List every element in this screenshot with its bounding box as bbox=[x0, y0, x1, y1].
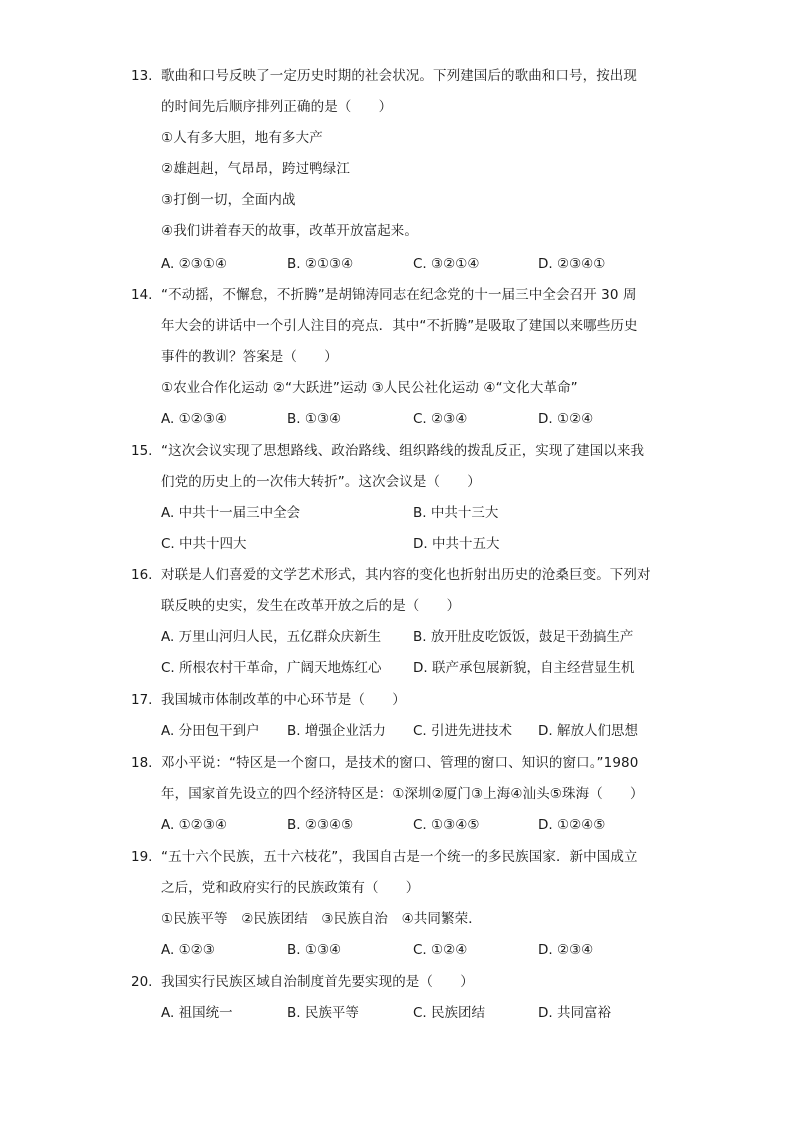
option-b[interactable]: B. 民族平等 bbox=[287, 1005, 359, 1021]
question-number: 20. bbox=[131, 974, 153, 990]
option-d[interactable]: D. ①②④ bbox=[538, 411, 594, 427]
question-number: 19. bbox=[131, 849, 153, 865]
option-d[interactable]: D. 中共十五大 bbox=[413, 536, 500, 552]
question-number: 15. bbox=[131, 443, 153, 459]
option-b[interactable]: B. ②①③④ bbox=[287, 256, 354, 272]
option-a[interactable]: A. ①②③④ bbox=[161, 817, 227, 833]
option-b[interactable]: B. ①③④ bbox=[287, 411, 342, 427]
option-c[interactable]: C. ③②①④ bbox=[413, 256, 480, 272]
option-c[interactable]: C. 民族团结 bbox=[413, 1005, 486, 1021]
question-text: 年，国家首先设立的四个经济特区是：①深圳②厦门③上海④汕头⑤珠海（ ） bbox=[161, 786, 644, 802]
question-text: 们党的历史上的一次伟大转折”。这次会议是（ ） bbox=[161, 474, 481, 490]
option-a[interactable]: A. ②③①④ bbox=[161, 256, 227, 272]
question-statement: ①人有多大胆，地有多大产 bbox=[161, 130, 323, 146]
option-c[interactable]: C. ①③④⑤ bbox=[413, 817, 480, 833]
option-d[interactable]: D. ②③④① bbox=[538, 256, 606, 272]
question-statement: ②雄赳赳，气昂昂，跨过鸭绿江 bbox=[161, 161, 351, 177]
question-text: 我国城市体制改革的中心环节是（ ） bbox=[161, 692, 406, 708]
question-statement: ④我们讲着春天的故事，改革开放富起来。 bbox=[161, 223, 419, 239]
question-text: “不动摇，不懈怠，不折腾”是胡锦涛同志在纪念党的十一届三中全会召开 30 周 bbox=[161, 287, 637, 303]
question-number: 14. bbox=[131, 287, 153, 303]
question-text: 邓小平说：“特区是一个窗口，是技术的窗口、管理的窗口、知识的窗口。”1980 bbox=[161, 755, 639, 771]
question-text: 我国实行民族区域自治制度首先要实现的是（ ） bbox=[161, 974, 474, 990]
option-d[interactable]: D. ②③④ bbox=[538, 942, 594, 958]
option-d[interactable]: D. ①②④⑤ bbox=[538, 817, 606, 833]
question-statement: ①民族平等 ②民族团结 ③民族自治 ④共同繁荣． bbox=[161, 911, 482, 927]
question-text: 事件的教训？答案是（ ） bbox=[161, 349, 338, 365]
option-b[interactable]: B. 中共十三大 bbox=[413, 505, 499, 521]
option-a[interactable]: A. 中共十一届三中全会 bbox=[161, 505, 301, 521]
question-text: 歌曲和口号反映了一定历史时期的社会状况。下列建国后的歌曲和口号，按出现 bbox=[161, 68, 637, 84]
option-d[interactable]: D. 解放人们思想 bbox=[538, 723, 638, 739]
option-a[interactable]: A. 祖国统一 bbox=[161, 1005, 233, 1021]
option-d[interactable]: D. 共同富裕 bbox=[538, 1005, 611, 1021]
option-c[interactable]: C. 引进先进技术 bbox=[413, 723, 513, 739]
option-b[interactable]: B. ②③④⑤ bbox=[287, 817, 354, 833]
option-c[interactable]: C. 所根农村干革命，广阔天地炼红心 bbox=[161, 660, 382, 676]
question-statement: ①农业合作化运动 ②“大跃进”运动 ③人民公社化运动 ④“文化大革命” bbox=[161, 380, 578, 396]
question-number: 13. bbox=[131, 68, 153, 84]
option-b[interactable]: B. ①③④ bbox=[287, 942, 342, 958]
question-text: “这次会议实现了思想路线、政治路线、组织路线的拨乱反正，实现了建国以来我 bbox=[161, 443, 645, 459]
question-number: 17. bbox=[131, 692, 153, 708]
question-text: 年大会的讲话中一个引人注目的亮点．其中“不折腾”是吸取了建国以来哪些历史 bbox=[161, 318, 638, 334]
option-c[interactable]: C. ②③④ bbox=[413, 411, 468, 427]
option-c[interactable]: C. 中共十四大 bbox=[161, 536, 247, 552]
question-text: 的时间先后顺序排列正确的是（ ） bbox=[161, 99, 393, 115]
option-a[interactable]: A. ①②③④ bbox=[161, 411, 227, 427]
option-a[interactable]: A. ①②③ bbox=[161, 942, 215, 958]
question-number: 16. bbox=[131, 567, 153, 583]
question-text: 联反映的史实，发生在改革开放之后的是（ ） bbox=[161, 598, 461, 614]
question-text: 对联是人们喜爱的文学艺术形式，其内容的变化也折射出历史的沧桑巨变。下列对 bbox=[161, 567, 651, 583]
option-d[interactable]: D. 联产承包展新貌，自主经营显生机 bbox=[413, 660, 635, 676]
option-a[interactable]: A. 万里山河归人民，五亿群众庆新生 bbox=[161, 629, 382, 645]
question-text: “五十六个民族，五十六枝花”，我国自古是一个统一的多民族国家．新中国成立 bbox=[161, 849, 638, 865]
option-c[interactable]: C. ①②④ bbox=[413, 942, 468, 958]
option-b[interactable]: B. 放开肚皮吃饭饭，鼓足干劲搞生产 bbox=[413, 629, 634, 645]
question-text: 之后，党和政府实行的民族政策有（ ） bbox=[161, 880, 420, 896]
question-number: 18. bbox=[131, 755, 153, 771]
option-b[interactable]: B. 增强企业活力 bbox=[287, 723, 386, 739]
option-a[interactable]: A. 分田包干到户 bbox=[161, 723, 260, 739]
question-statement: ③打倒一切，全面内战 bbox=[161, 192, 296, 208]
